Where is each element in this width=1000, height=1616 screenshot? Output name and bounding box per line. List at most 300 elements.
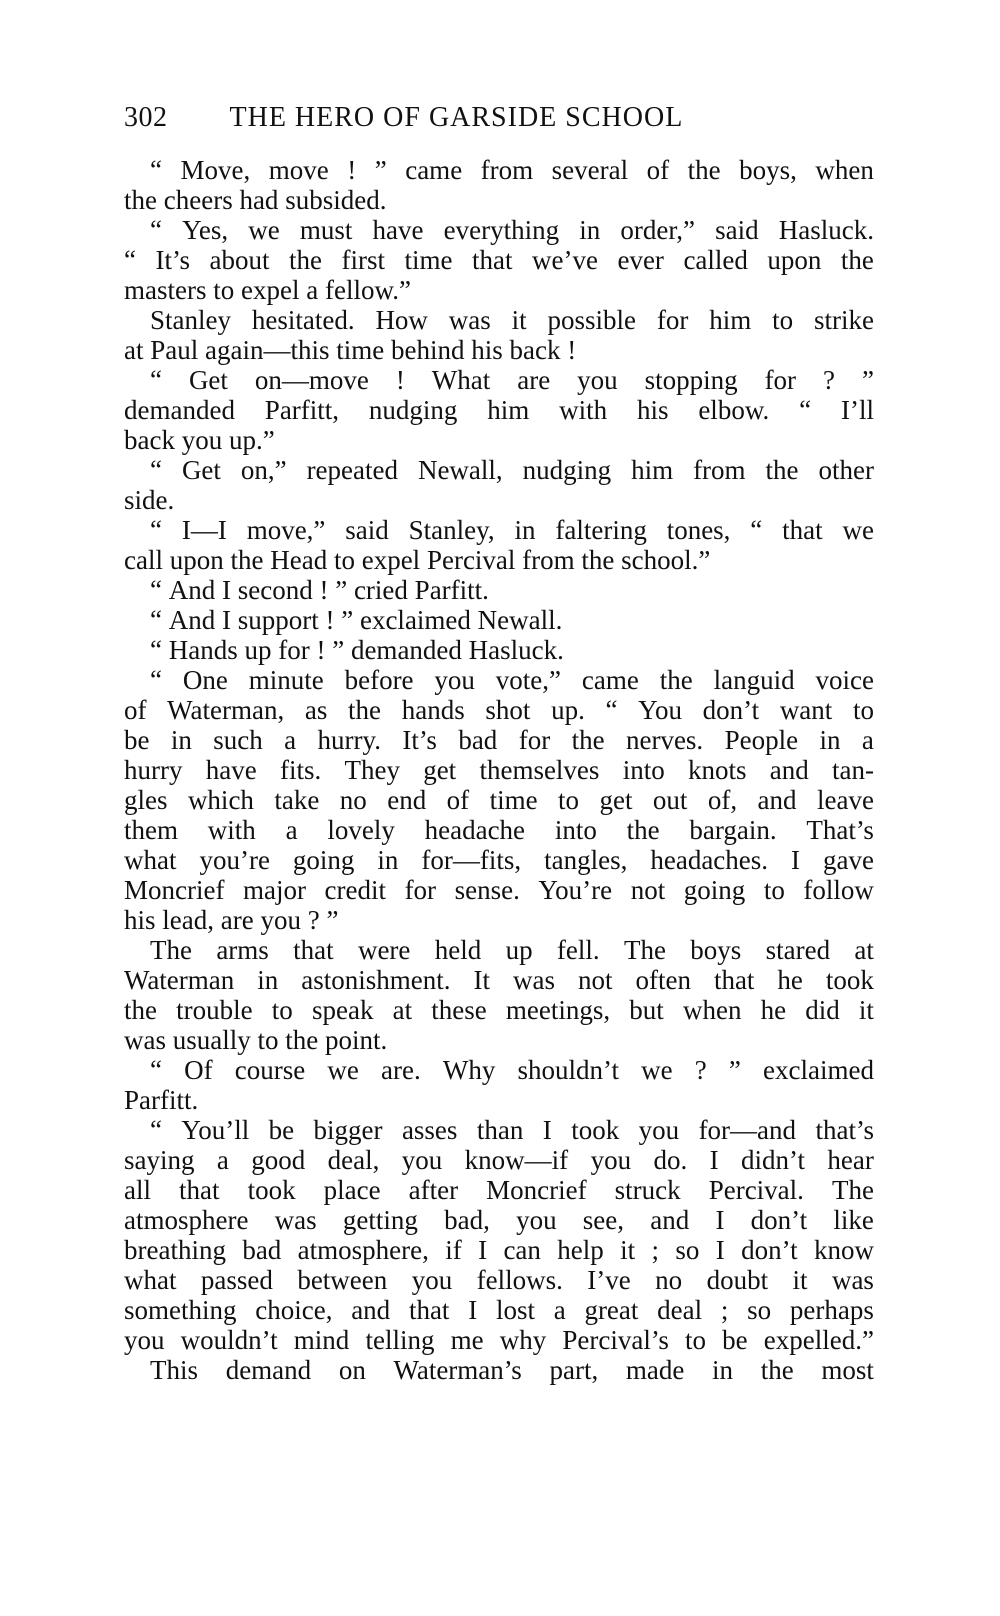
text-line [124,1265,874,1295]
word: the [124,185,157,215]
word: it [858,995,874,1025]
word: you [434,665,475,695]
word: up.” [228,425,275,455]
word: him [631,455,674,485]
word: I [478,1235,488,1265]
word: get [423,755,457,785]
text-line [124,1145,874,1175]
word: the [124,995,157,1025]
word: deal, [327,1145,380,1175]
word: breathing [124,1235,226,1265]
word: leave [816,785,874,815]
word: his [636,395,669,425]
word: for [656,305,689,335]
word: Yes, [182,215,229,245]
word: time [404,245,453,275]
word: demand [225,1355,312,1385]
word: hurry. [317,725,382,755]
word: You [638,695,682,725]
word: “ [150,1115,162,1145]
word: it [620,1235,636,1265]
word: I [542,1115,552,1145]
body-text [124,155,874,1385]
word: again—this [205,335,330,365]
word: up [505,935,533,965]
word: for [764,365,797,395]
word: ! [319,575,329,605]
word: “ [150,365,162,395]
word: the [289,245,322,275]
word: behind [391,335,465,365]
word: elbow. [698,395,770,425]
word: I [468,1295,478,1325]
word: took [247,1175,296,1205]
word: for—and [698,1115,797,1145]
word: on [338,1355,366,1385]
word: support [237,605,319,635]
text-line [124,875,874,905]
word: want [779,695,833,725]
word: perhaps [789,1295,874,1325]
word: in [170,725,192,755]
word: the [687,155,721,185]
word: Moncrief [124,875,225,905]
word: with [207,815,256,845]
word: his [471,335,503,365]
word: you’re [199,845,270,875]
word: from [693,455,746,485]
word: of [646,155,670,185]
word: asses [401,1115,458,1145]
word: before [344,665,414,695]
word: passed [200,1265,273,1295]
word: he [760,995,787,1025]
word: fellow.” [324,275,411,305]
text-line [124,515,874,545]
word: This [150,1355,199,1385]
text-line [124,215,874,245]
word: follow [803,875,874,905]
word: mind [293,1325,350,1355]
word: exclaimed [763,1055,874,1085]
word: usually [172,1025,251,1055]
word: getting [342,1205,418,1235]
word: I [715,1205,725,1235]
word: but [629,995,664,1025]
text-line [124,485,874,515]
word: you [181,425,223,455]
page-header [124,98,884,138]
word: in [257,965,279,995]
word: “ [150,575,162,605]
word: you [516,1205,557,1235]
word: Percival’s [562,1325,669,1355]
text-line [124,995,874,1025]
word: “ [150,1055,162,1085]
word: bad [458,725,498,755]
word: the [571,725,605,755]
word: you [260,905,301,935]
word: get [599,785,633,815]
word: “ [150,515,162,545]
word: do. [653,1145,688,1175]
word: back [124,425,175,455]
word: that [782,515,823,545]
word: are [220,905,254,935]
word: know—if [464,1145,569,1175]
word: up. [551,695,585,725]
word: ever [617,245,664,275]
word: voice [815,665,874,695]
text-line [124,395,874,425]
word: a [284,725,297,755]
word: for [278,635,310,665]
text-line [124,275,874,305]
word: bigger [313,1115,383,1145]
word: of [124,695,147,725]
word: no [655,1265,683,1295]
word: They [344,755,400,785]
word: not [577,965,613,995]
word: struck [614,1175,681,1205]
text-line [124,665,874,695]
word: such [213,725,263,755]
word: out [652,785,688,815]
word: in [514,515,536,545]
text-line [124,425,874,455]
word: must [299,215,353,245]
word: held [434,935,482,965]
word: Newall, [417,455,503,485]
word: masters [124,275,207,305]
word: I—I [181,515,227,545]
word: possible [547,305,637,335]
word: he [777,965,803,995]
word: I [791,845,801,875]
word: that [293,935,334,965]
word: all [124,1175,151,1205]
text-line [124,695,874,725]
word: are [517,365,551,395]
word: “ [124,245,136,275]
text-line [124,1055,874,1085]
word: so [747,1295,772,1325]
word: up [244,635,272,665]
word: time [336,335,385,365]
word: have [372,215,424,245]
word: Moncrief [486,1175,587,1205]
word: saying [124,1145,195,1175]
word: if [445,1235,462,1265]
word: “ [150,635,162,665]
page-number: 302 [124,102,168,133]
word: on,” [240,455,287,485]
word: major [243,875,306,905]
word: headache [424,815,526,845]
word: you [577,365,618,395]
text-line [124,635,874,665]
word: arms [216,935,269,965]
text-line [124,1295,874,1325]
word: I [221,575,231,605]
word: a [216,1145,229,1175]
word: order,” [620,215,695,245]
word: the [230,545,264,575]
word: Why [442,1055,496,1085]
text-line [124,1235,874,1265]
word: we [842,515,874,545]
word: into [554,815,597,845]
word: gles [124,785,168,815]
word: know [814,1235,874,1265]
word: expel [361,545,421,575]
word: cried [353,575,408,605]
word: the [840,245,874,275]
word: to [763,875,785,905]
text-line [124,305,874,335]
word: stopping [644,365,738,395]
word: course [234,1055,306,1085]
word: gave [823,845,874,875]
word: what [124,1265,177,1295]
word: sense. [454,875,520,905]
word: don’t [741,1235,798,1265]
text-line [124,1085,874,1115]
word: that [472,245,513,275]
word: The [831,1175,874,1205]
word: him [487,395,530,425]
word: you [401,1145,443,1175]
text-line [124,1025,874,1055]
word: exclaimed [359,605,471,635]
word: the [659,665,693,695]
word: him [709,305,752,335]
word: tan- [831,755,874,785]
word: ! [347,155,357,185]
word: don’t [702,695,760,725]
word: “ [150,665,162,695]
word: often [635,965,691,995]
word: demanded [124,395,235,425]
word: faltering [555,515,647,545]
word: repeated [306,455,398,485]
word: as [304,695,328,725]
word: tones, [666,515,731,545]
word: take [274,785,320,815]
text-line [124,845,874,875]
word: that [179,1175,220,1205]
word: made [625,1355,685,1385]
word: took [571,1115,620,1145]
word: vote,” [495,665,562,695]
text-line [124,815,874,845]
text-line [124,1175,874,1205]
word: be [722,1325,748,1355]
word: in [579,215,601,245]
word: was [512,965,555,995]
text-line [124,725,874,755]
word: from [480,155,534,185]
word: not [630,875,666,905]
word: you [124,1325,165,1355]
word: to [685,1325,707,1355]
word: And [168,605,216,635]
word: for—fits, [421,845,522,875]
word: minute [248,665,324,695]
word: ? [694,1055,707,1085]
word: Of [184,1055,213,1085]
word: tangles, [544,845,628,875]
text-line [124,785,874,815]
word: the [760,1355,794,1385]
word: to [558,785,580,815]
word: headaches. [650,845,769,875]
word: you [590,1145,632,1175]
word: what [124,845,177,875]
word: you [411,1265,453,1295]
word: and [351,1295,391,1325]
word: strike [814,305,874,335]
word: had [239,185,279,215]
word: Paul [150,335,199,365]
word: place [323,1175,381,1205]
word: Percival [426,545,516,575]
word: Parfitt. [414,575,489,605]
word: Waterman [124,965,235,995]
text-line [124,335,874,365]
text-line [124,605,874,635]
word: Waterman, [167,695,285,725]
word: most [821,1355,874,1385]
word: we [327,1055,359,1085]
word: “ [605,695,618,725]
word: And [168,575,216,605]
word: to [772,305,794,335]
text-line [124,905,874,935]
word: going [292,845,355,875]
word: between [297,1265,388,1295]
word: a [285,815,298,845]
word: and [757,785,797,815]
word: Percival. [708,1175,804,1205]
word: into [622,755,665,785]
word: help [557,1235,604,1265]
word: to [852,695,874,725]
word: “ [750,515,763,545]
word: You’re [538,875,613,905]
word: boys, [739,155,797,185]
word: said [715,215,759,245]
word: it [792,1265,808,1295]
word: fits. [279,755,322,785]
text-line [124,965,874,995]
word: at [392,995,413,1025]
word: hesitated. [251,305,355,335]
word: Stanley [150,305,231,335]
word: which [187,785,254,815]
word: after [408,1175,459,1205]
word: of, [707,785,738,815]
word: ! [316,635,326,665]
word: of [446,785,470,815]
word: Hands [168,635,238,665]
word: nudging [522,455,612,485]
word: bad [242,1235,282,1265]
word: called [683,245,748,275]
word: credit [324,875,387,905]
word: ” [728,1055,741,1085]
word: don’t [750,1205,808,1235]
word: in [819,725,841,755]
word: Hasluck. [468,635,564,665]
word: “ [150,155,162,185]
word: The [150,935,192,965]
word: knots [687,755,747,785]
word: you [638,1115,680,1145]
word: ” [374,155,387,185]
word: stared [765,935,831,965]
word: Parfitt, [264,395,340,425]
word: ? [823,365,835,395]
word: these [431,995,487,1025]
word: point. [325,1025,388,1055]
word: “ [150,455,162,485]
word: everything [443,215,560,245]
word: How [375,305,428,335]
text-line [124,1325,874,1355]
word: fellows. [476,1265,563,1295]
word: that’s [815,1115,874,1145]
word: good [251,1145,306,1175]
word: expel [241,275,300,305]
word: ? [307,905,320,935]
word: boys [690,935,742,965]
word: shot [485,695,531,725]
word: and [650,1205,690,1235]
text-line [124,1205,874,1235]
word: lost [495,1295,535,1325]
word: when [682,995,742,1025]
word: be [268,1115,295,1145]
word: was [831,1265,874,1295]
word: telling [365,1325,435,1355]
word: It’s [155,245,190,275]
word: move [268,155,329,185]
word: demanded [350,635,462,665]
word: the [285,1025,319,1055]
word: I [715,1235,725,1265]
word: at [854,935,874,965]
word: the [581,545,615,575]
word: we [248,215,280,245]
word: People [724,725,799,755]
word: ! [325,605,335,635]
word: deal [657,1295,703,1325]
word: side. [124,485,175,515]
word: to [271,995,293,1025]
word: said [345,515,389,545]
text-line [124,365,874,395]
word: was [448,305,491,335]
word: didn’t [740,1145,805,1175]
word: a [306,275,319,305]
word: for [404,875,437,905]
word: cheers [163,185,233,215]
word: I [221,605,231,635]
word: we’ve [532,245,598,275]
word: The [623,935,666,965]
word: wouldn’t [180,1325,278,1355]
